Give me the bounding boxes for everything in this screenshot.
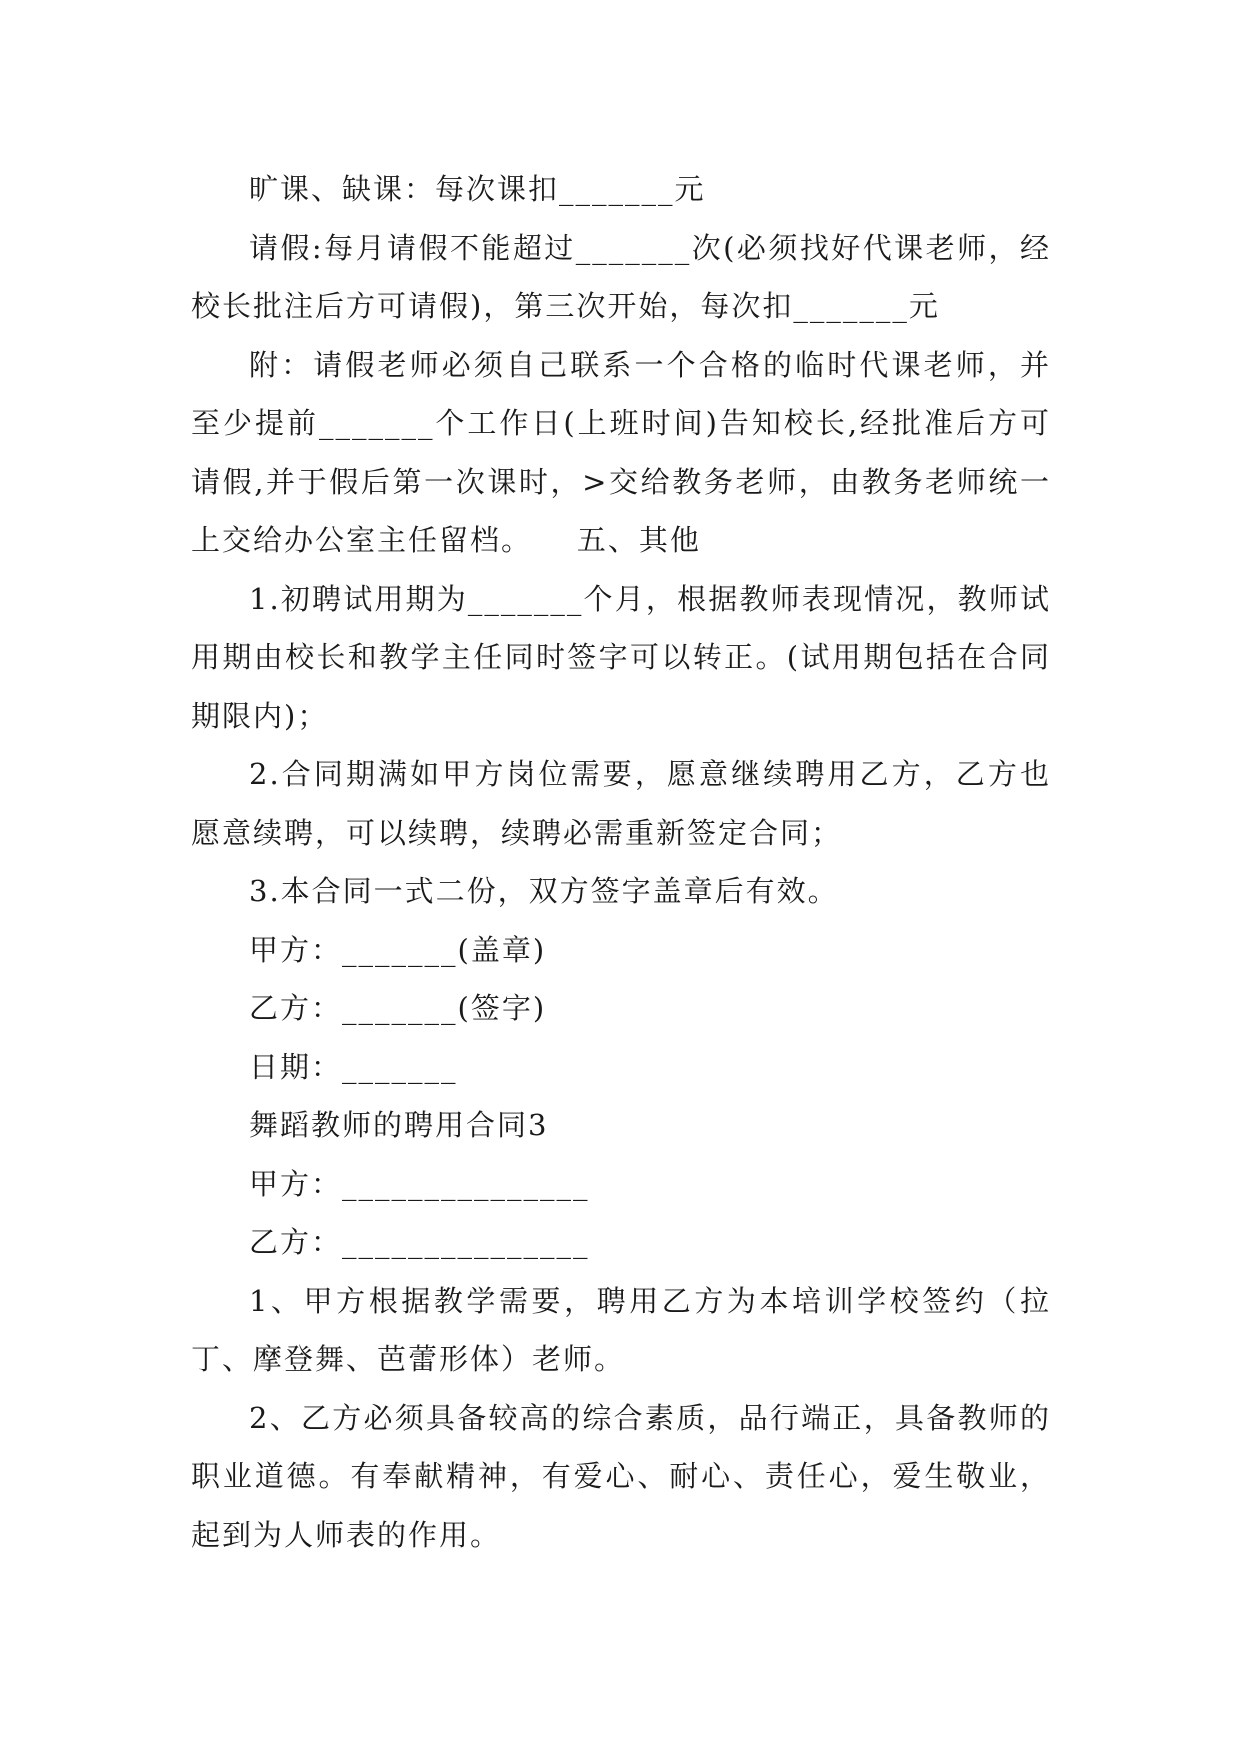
- signature-party-a: 甲方：_______(盖章): [249, 932, 547, 967]
- paragraph-copies: 3.本合同一式二份，双方签字盖章后有效。: [249, 874, 839, 908]
- paragraph-renewal: 2.合同期满如甲方岗位需要，愿意继续聘用乙方，乙方也愿意续聘，可以续聘，续聘必需重新签定合同；: [191, 757, 1051, 850]
- section-title-contract-3: 舞蹈教师的聘用合同3: [249, 1108, 549, 1142]
- clause-1: 1、甲方根据教学需要，聘用乙方为本培训学校签约（拉丁、摩登舞、芭蕾形体）老师。: [191, 1283, 1051, 1376]
- document-body: [191, 160, 1051, 1564]
- paragraph-absence-deduction: 旷课、缺课：每次课扣_______元: [249, 172, 706, 206]
- paragraph-leave-appendix: 附：请假老师必须自己联系一个合格的临时代课老师，并至少提前_______个工作日(上班时间)告知校长,经批准后方可请假,并于假后第一次课时，>交给教务老师，由教务老师统一上交给办公室主任留档。 五、其他: [191, 347, 1051, 557]
- party-a-line: 甲方：_______________: [249, 1166, 590, 1201]
- signature-party-b: 乙方：_______(签字): [249, 991, 547, 1025]
- party-b-line: 乙方：_______________: [249, 1225, 590, 1259]
- signature-date: 日期：_______: [249, 1049, 458, 1084]
- paragraph-probation: 1.初聘试用期为_______个月，根据教师表现情况，教师试用期由校长和教学主任同时签字可以转正。(试用期包括在合同期限内)；: [191, 581, 1051, 733]
- paragraph-leave-policy: 请假:每月请假不能超过_______次(必须找好代课老师，经校长批注后方可请假)，第三次开始，每次扣_______元: [191, 230, 1051, 323]
- clause-2: 2、乙方必须具备较高的综合素质，品行端正，具备教师的职业道德。有奉献精神，有爱心、耐心、责任心，爱生敬业，起到为人师表的作用。: [191, 1400, 1051, 1552]
